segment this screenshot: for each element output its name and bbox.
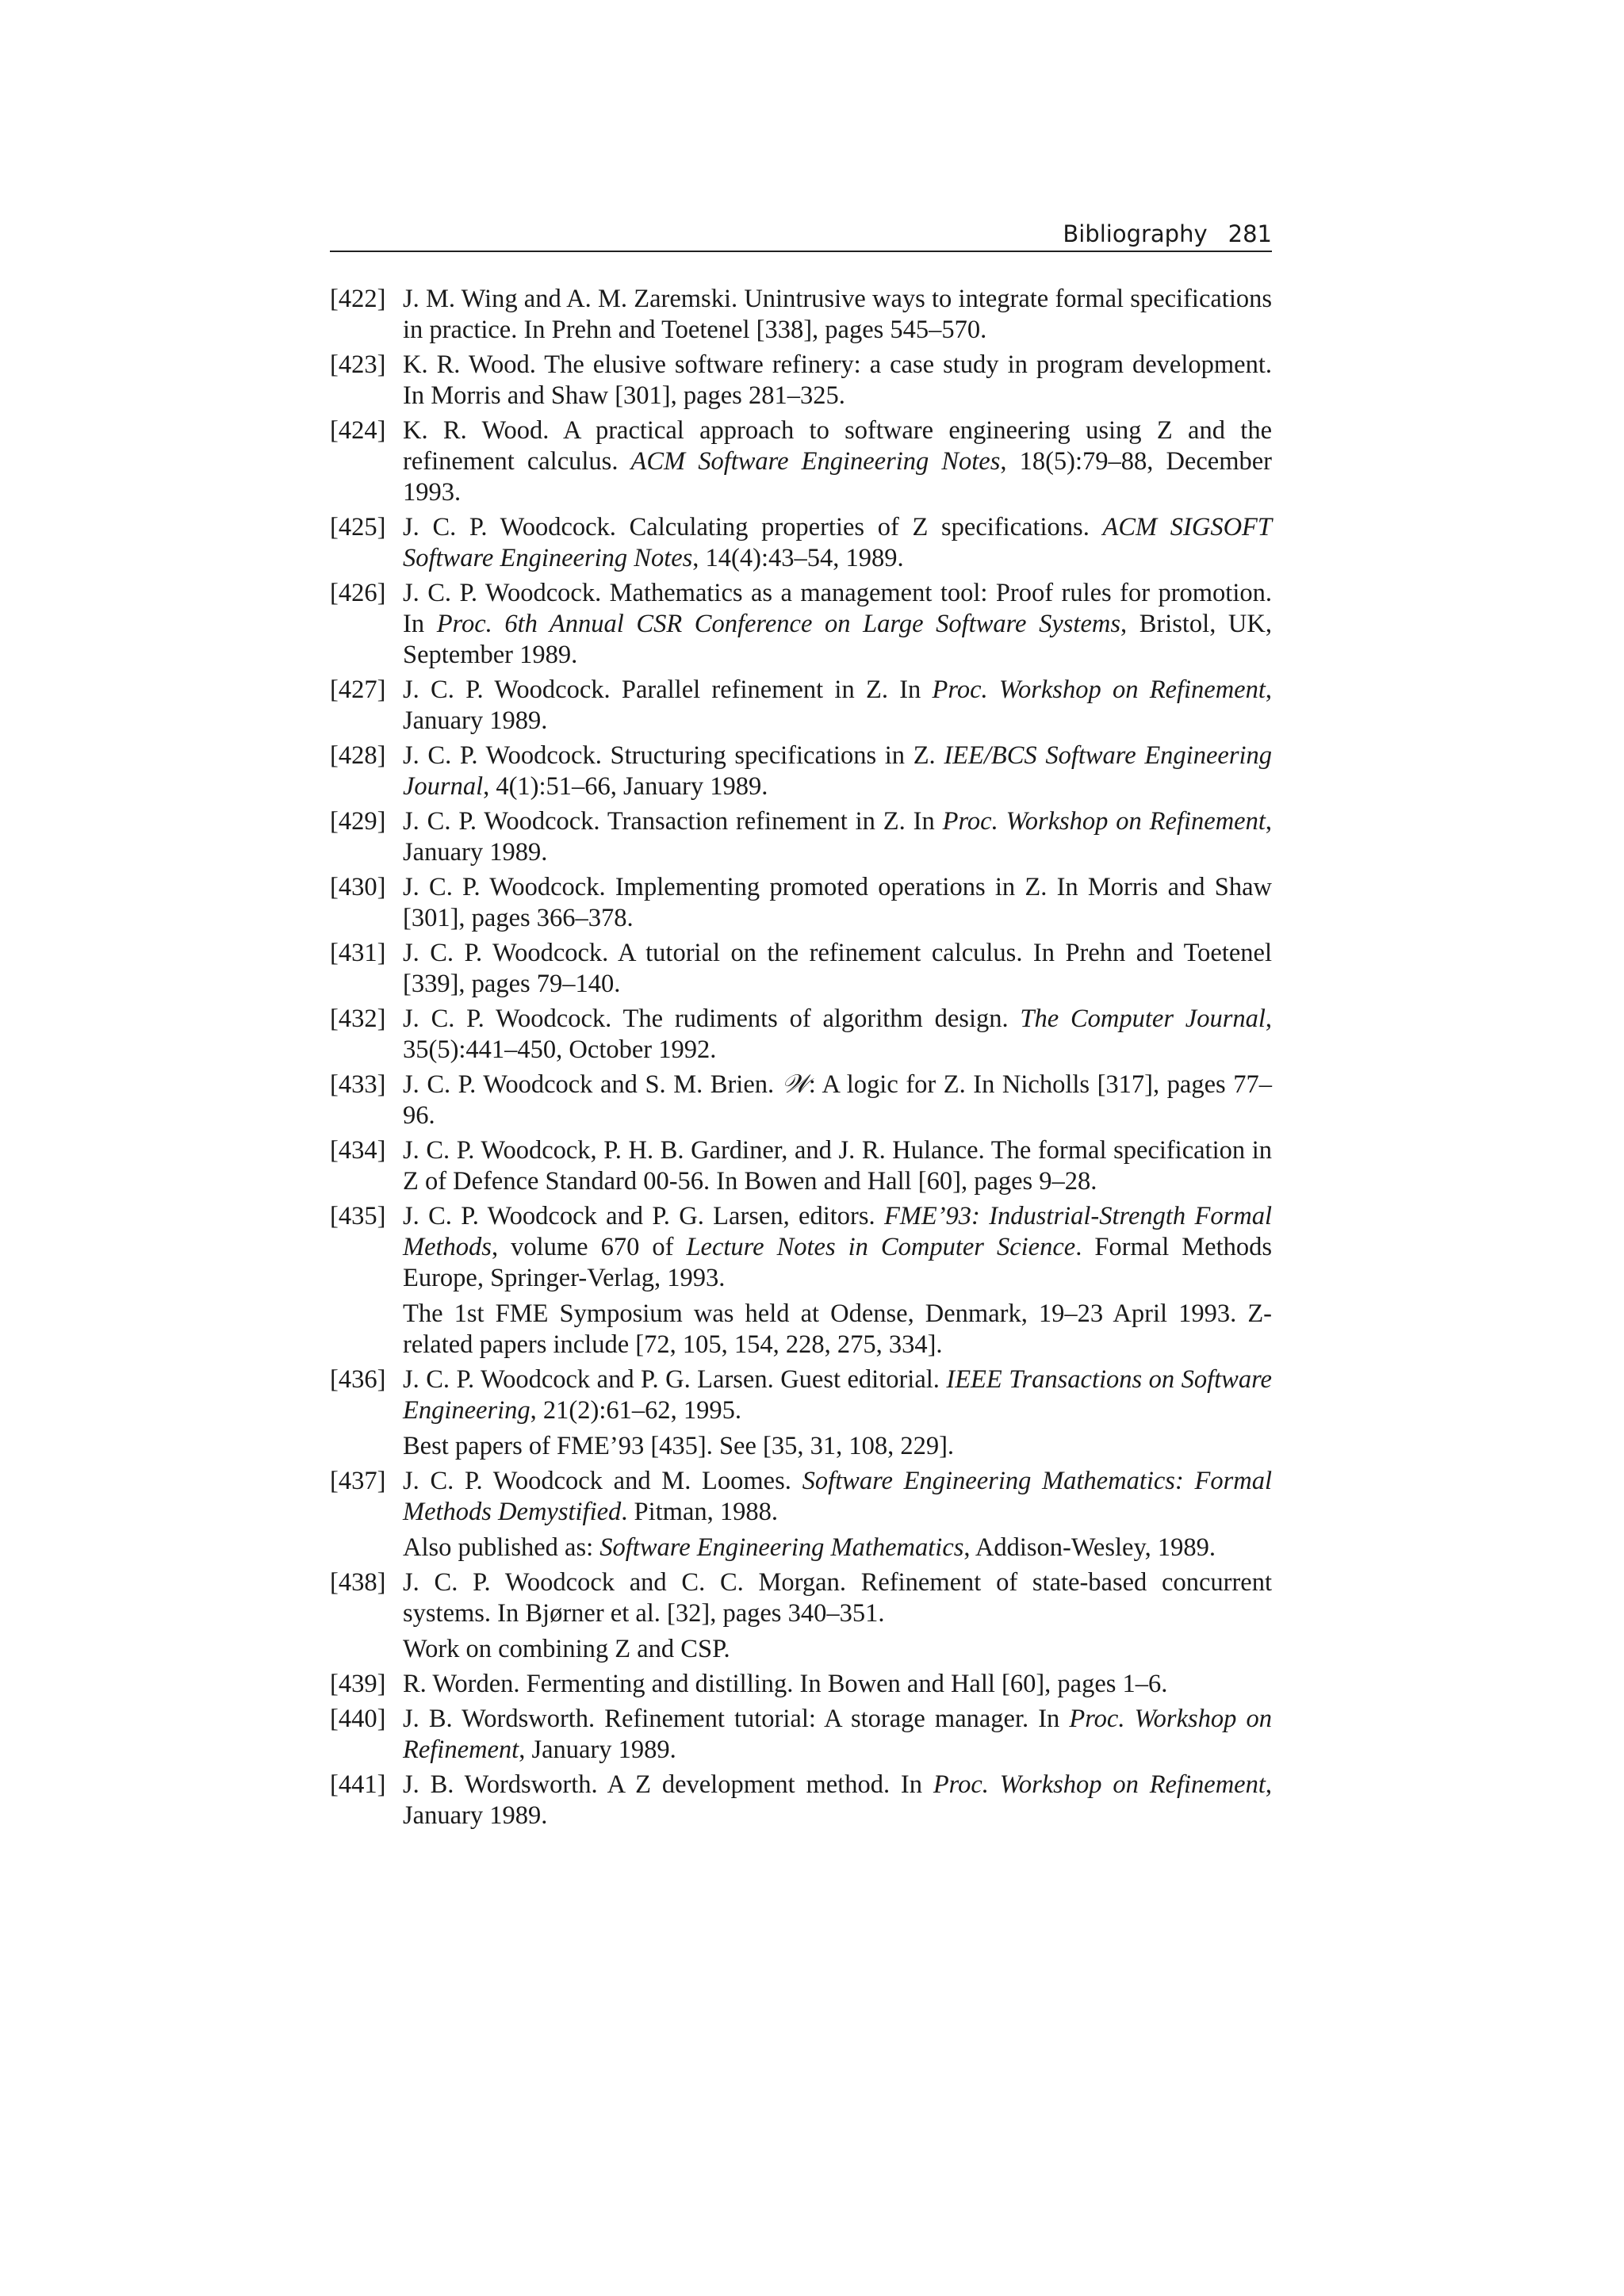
bib-text-segment: , Addison-Wesley, 1989.	[963, 1533, 1216, 1562]
running-header-title: Bibliography	[1063, 220, 1208, 247]
bib-italic-title: ACM SIGSOFT Software Engineering Notes	[403, 513, 1272, 572]
bib-number: [424]	[330, 416, 386, 445]
bib-text-segment: J. C. P. Woodcock and S. M. Brien.	[403, 1070, 782, 1099]
bib-entry-431	[330, 938, 1272, 1000]
bib-number: [429]	[330, 807, 386, 836]
bib-entry-427	[330, 675, 1272, 737]
bib-italic-title: Software Engineering Mathematics	[599, 1533, 964, 1562]
bib-italic-title: Proc. 6th Annual CSR Conference on Large Software Systems	[436, 610, 1120, 638]
bib-italic-title: Lecture Notes in Computer Science	[686, 1233, 1076, 1261]
bib-text-segment: , 21(2):61–62, 1995.	[530, 1396, 741, 1425]
bib-italic-title: Proc. Workshop on Refinement	[932, 675, 1266, 704]
bib-text-segment: . Formal Methods Europe, Springer-Verlag, 1993.	[403, 1233, 1272, 1292]
bib-text-segment: K. R. Wood. The elusive software refinery: a case study in program development. In Morris and Shaw [301], pages 281–325.	[403, 350, 1272, 410]
bib-text	[403, 578, 1272, 671]
bib-number: [434]	[330, 1136, 386, 1165]
bib-text-segment: J. B. Wordsworth. Refinement tutorial: A storage manager. In	[403, 1705, 1070, 1733]
bib-text	[403, 872, 1272, 934]
bib-number: [423]	[330, 350, 386, 379]
bib-number: [436]	[330, 1365, 386, 1394]
bibliography-list	[330, 284, 1272, 1835]
bib-annotation: Best papers of FME’93 [435]. See [35, 31, 108, 229].	[403, 1432, 955, 1460]
bib-entry-428	[330, 740, 1272, 802]
bib-text-segment: , January 1989.	[403, 807, 1272, 867]
bib-text-segment: R. Worden. Fermenting and distilling. In Bowen and Hall [60], pages 1–6.	[403, 1670, 1168, 1698]
bib-text	[403, 1770, 1272, 1831]
bib-text-segment: , January 1989.	[519, 1735, 676, 1764]
bib-number: [426]	[330, 579, 386, 607]
bib-entry-439	[330, 1669, 1272, 1700]
bib-entry-422	[330, 284, 1272, 346]
bib-text-segment: J. C. P. Woodcock. Mathematics as a management tool: Proof rules for promotion. In	[403, 579, 1272, 638]
bib-entry-429	[330, 806, 1272, 868]
bib-italic-title: ACM Software Engineering Notes	[630, 447, 1001, 476]
bib-number: [430]	[330, 873, 386, 901]
bib-italic-symbol: 𝒲	[781, 1070, 809, 1099]
bib-main-text	[403, 1201, 1272, 1294]
bib-number: [422]	[330, 285, 386, 313]
bib-italic-title: Software Engineering Mathematics: Formal Methods Demystified	[403, 1467, 1272, 1526]
page-number: 281	[1228, 220, 1272, 247]
bib-number: [439]	[330, 1670, 386, 1698]
bib-text-segment: J. C. P. Woodcock. Parallel refinement in Z. In	[403, 675, 933, 704]
bib-entry-426	[330, 578, 1272, 671]
bib-text-segment: Also published as:	[403, 1533, 600, 1562]
bib-text-segment: J. C. P. Woodcock and P. G. Larsen. Guest editorial.	[403, 1365, 947, 1394]
bib-text	[403, 675, 1272, 737]
bib-entry-441	[330, 1770, 1272, 1831]
bib-italic-title: Proc. Workshop on Refinement	[403, 1705, 1272, 1764]
bib-entry-437	[330, 1466, 1272, 1563]
bib-italic-title: FME’93: Industrial-Strength Formal Methods	[403, 1202, 1272, 1261]
bib-text	[403, 1466, 1272, 1563]
bib-number: [440]	[330, 1705, 386, 1733]
bib-italic-title: IEE/BCS Software Engineering Journal	[403, 741, 1272, 801]
bib-text-segment: J. C. P. Woodcock. Transaction refinement in Z. In	[403, 807, 943, 836]
bib-text	[403, 284, 1272, 346]
bib-text-segment: J. C. P. Woodcock. Calculating properties of Z specifications.	[403, 513, 1103, 541]
bib-annotation: The 1st FME Symposium was held at Odense, Denmark, 19–23 April 1993. Z-related papers include [72, 105, 154, 228, 275, 334].	[403, 1299, 1272, 1359]
bib-text	[403, 1004, 1272, 1066]
bib-number: [438]	[330, 1568, 386, 1597]
bib-text	[403, 1135, 1272, 1197]
bib-text	[403, 806, 1272, 868]
bib-number: [435]	[330, 1202, 386, 1230]
bib-text	[403, 1070, 1272, 1131]
bib-text-segment: , 4(1):51–66, January 1989.	[483, 772, 768, 801]
bib-text	[403, 1704, 1272, 1766]
bib-entry-433	[330, 1070, 1272, 1131]
bib-number: [431]	[330, 939, 386, 967]
bib-italic-title: Proc. Workshop on Refinement	[942, 807, 1266, 836]
bib-text-segment: K. R. Wood. A practical approach to software engineering using Z and the refinement calculus.	[403, 416, 1272, 476]
bib-number: [425]	[330, 513, 386, 541]
bib-text	[403, 350, 1272, 411]
bib-text-segment: , 35(5):441–450, October 1992.	[403, 1004, 1272, 1064]
bib-entry-434	[330, 1135, 1272, 1197]
bib-entry-423	[330, 350, 1272, 411]
bib-text-segment: . Pitman, 1988.	[621, 1498, 779, 1526]
bib-entry-425	[330, 512, 1272, 574]
bib-text-segment: , 18(5):79–88, December 1993.	[403, 447, 1272, 507]
bib-text-segment: J. C. P. Woodcock and P. G. Larsen, editors.	[403, 1202, 884, 1230]
bib-text-segment: , January 1989.	[403, 675, 1273, 735]
bib-number: [437]	[330, 1467, 386, 1495]
bib-main-text	[403, 1364, 1272, 1426]
bib-text-segment: : A logic for Z. In Nicholls [317], pages 77–96.	[403, 1070, 1272, 1130]
bib-text-segment: J. M. Wing and A. M. Zaremski. Unintrusive ways to integrate formal specifications in practice. In Prehn and Toetenel [338], pages 545–570.	[403, 285, 1272, 344]
bib-annotation	[403, 1533, 1272, 1563]
bib-entry-424	[330, 415, 1272, 508]
bib-number: [433]	[330, 1070, 386, 1099]
bib-text	[403, 938, 1272, 1000]
bib-entry-440	[330, 1704, 1272, 1766]
bib-italic-title: IEEE Transactions on Software Engineering	[403, 1365, 1272, 1425]
bib-text	[403, 1201, 1272, 1360]
bib-number: [432]	[330, 1004, 386, 1033]
bib-text-segment: J. C. P. Woodcock, P. H. B. Gardiner, and J. R. Hulance. The formal specification in Z of Defence Standard 00-56. In Bowen and Hall [60], pages 9–28.	[403, 1136, 1272, 1196]
bib-entry-430	[330, 872, 1272, 934]
bib-text-segment: J. C. P. Woodcock and M. Loomes.	[403, 1467, 802, 1495]
bib-entry-435	[330, 1201, 1272, 1360]
bib-text-segment: J. C. P. Woodcock. Implementing promoted operations in Z. In Morris and Shaw [301], pages 366–378.	[403, 873, 1272, 932]
bib-number: [441]	[330, 1770, 386, 1799]
running-header	[330, 212, 1272, 252]
bib-text-segment: , 14(4):43–54, 1989.	[692, 544, 904, 572]
bib-entry-432	[330, 1004, 1272, 1066]
bib-italic-title: Proc. Workshop on Refinement	[933, 1770, 1266, 1799]
bib-number: [428]	[330, 741, 386, 770]
bib-text	[403, 740, 1272, 802]
bib-text	[403, 512, 1272, 574]
bib-main-text	[403, 1466, 1272, 1528]
bib-text	[403, 1364, 1272, 1462]
bib-italic-title: The Computer Journal	[1020, 1004, 1266, 1033]
bib-entry-436	[330, 1364, 1272, 1462]
bib-number: [427]	[330, 675, 386, 704]
bib-text-segment: , January 1989.	[403, 1770, 1273, 1830]
bib-entry-438	[330, 1567, 1272, 1665]
bib-text-segment: , Bristol, UK, September 1989.	[403, 610, 1272, 669]
bib-text	[403, 1567, 1272, 1665]
bib-text-segment: , volume 670 of	[491, 1233, 687, 1261]
bib-text-segment: J. C. P. Woodcock. A tutorial on the refinement calculus. In Prehn and Toetenel [339], pages 79–140.	[403, 939, 1272, 998]
bib-text-segment: J. C. P. Woodcock. The rudiments of algorithm design.	[403, 1004, 1021, 1033]
bib-text	[403, 415, 1272, 508]
bib-main-text: J. C. P. Woodcock and C. C. Morgan. Refinement of state-based concurrent systems. In Bjørner et al. [32], pages 340–351.	[403, 1568, 1272, 1628]
bib-text-segment: J. B. Wordsworth. A Z development method. In	[403, 1770, 933, 1799]
bib-annotation: Work on combining Z and CSP.	[403, 1635, 730, 1663]
bib-text	[403, 1669, 1272, 1700]
bib-text-segment: J. C. P. Woodcock. Structuring specifications in Z.	[403, 741, 944, 770]
